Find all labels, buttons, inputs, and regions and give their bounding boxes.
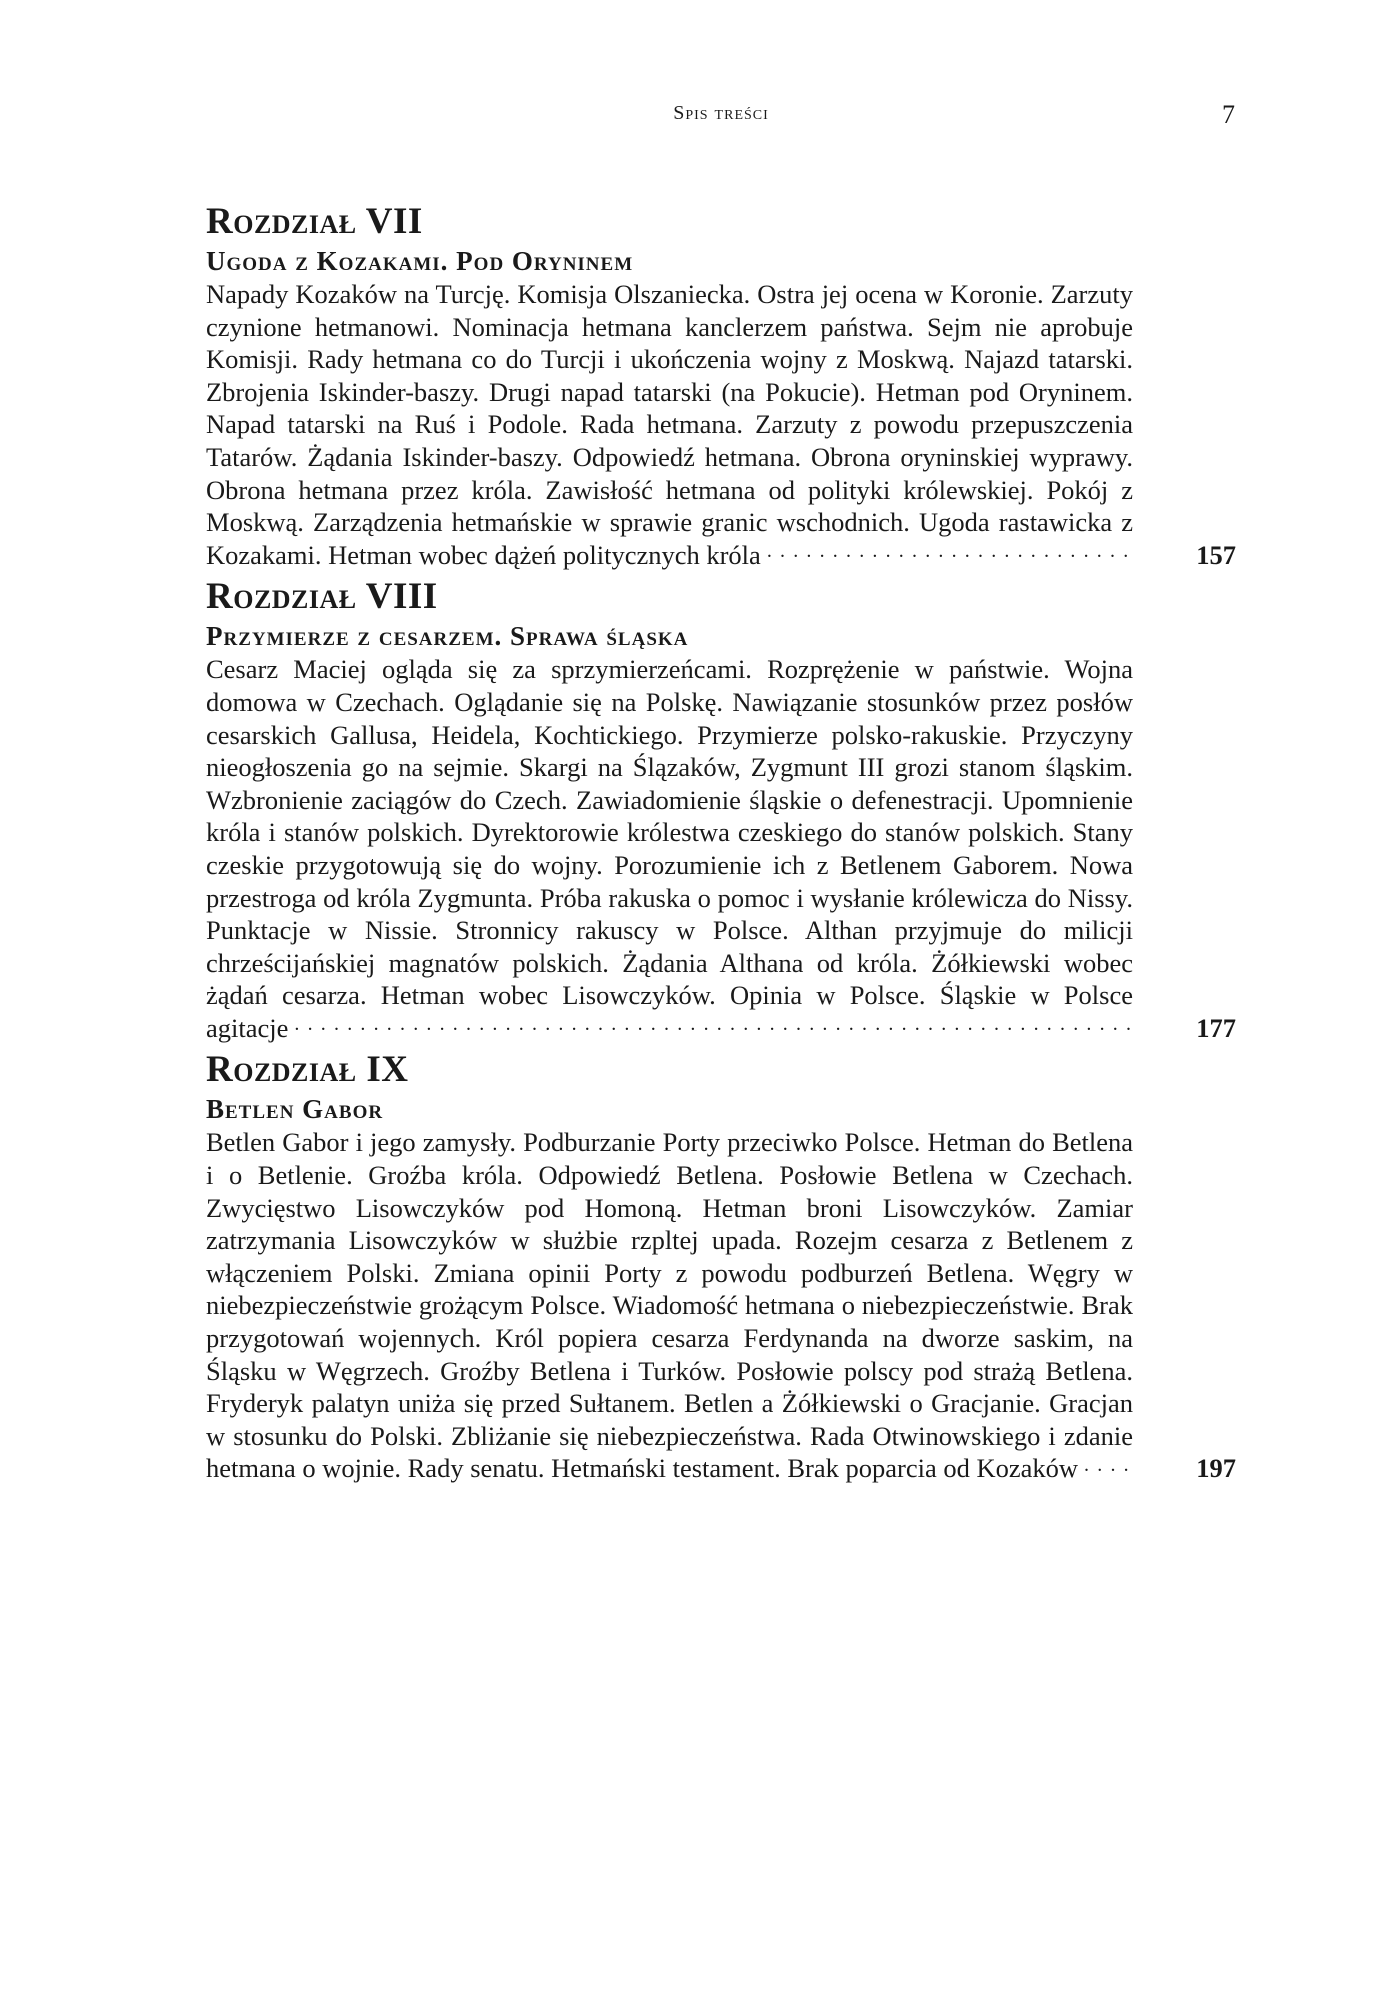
chapter-label: Rozdział VIII xyxy=(206,576,438,618)
chapter-summary-text: Cesarz Maciej ogląda się za sprzymierzeńcami. Rozprężenie w państwie. Wojna domowa w Czechach. Oglądanie się na Polskę. Nawiązanie stosunków przez posłów cesarskich Gallusa, Heidela, Kochtickiego. Przymierze polsko-rakuskie. Przyczyny nieogłoszenia go na sejmie. Skargi na Ślązaków, Zygmunt III grozi stanom śląskim. Wzbronienie zaciągów do Czech. Zawiadomienie śląskie o defenestracji. Upomnienie króla i stanów polskich. Dyrektorowie królestwa czeskiego do stanów polskich. Stany czeskie przygotowują się do wojny. Porozumienie ich z Betlenem Gaborem. Nowa przestroga od króla Zygmunta. Próba rakuska o pomoc i wysłanie królewicza do Nissy. Punktacje w Nissie. Stronnicy rakuscy w Polsce. Althan przyjmuje do milicji chrześcijańskiej magnatów polskich. Żądania Althana od króla. Żółkiewski wobec żądań cesarza. Hetman wobec Lisowczyków. Opinia w Polsce. Śląskie w Polsce agitacje . . . xyxy=(206,654,1133,1043)
chapter-title: Ugoda z Kozakami. Pod Oryninem xyxy=(206,246,634,276)
toc-page-number: 177 xyxy=(1196,1012,1236,1043)
chapter-summary-text: Betlen Gabor i jego zamysły. Podburzanie Porty przeciwko Polsce. Hetman do Betlena i o Betlenie. Groźba króla. Odpowiedź Betlena. Posłowie Betlena w Czechach. Zwycięstwo Lisowczyków pod Homoną. Hetman broni Lisowczyków. Zamiar zatrzymania Lisowczyków w służbie rzpltej upada. Rozejm cesarza z Betlenem z włączeniem Polski. Zmiana opinii Porty z powodu podburzeń Betlena. Węgry w niebezpieczeństwie grożącym Polsce. Wiadomość hetmana o niebezpieczeństwie. Brak przygotowań wojennych. Król popiera cesarza Ferdynanda na dworze saskim, na Śląsku w Węgrzech. Groźby Betlena i Turków. Posłowie polscy pod strażą Betlena. Fryderyk palatyn uniża się przed Sułtanem. Betlen a Żółkiewski o Gracjanie. Gracjan w stosunku do Polski. Zbliżanie się niebezpieczeństwa. Rada Otwinowskiego i zdanie hetmana o wojnie. Rady senatu. Hetmański testament. Brak poparcia od Kozaków . . . xyxy=(206,1127,1133,1483)
toc-entry xyxy=(206,653,1236,1044)
toc-entry xyxy=(206,278,1236,571)
chapter-8 xyxy=(206,575,1236,1044)
page-number: 7 xyxy=(1222,100,1236,129)
table-of-contents xyxy=(206,200,1236,1485)
toc-page-number: 157 xyxy=(1196,539,1236,570)
chapter-title: Przymierze z cesarzem. Sprawa śląska xyxy=(206,621,689,652)
chapter-7 xyxy=(206,200,1236,571)
toc-entry xyxy=(206,1126,1236,1485)
chapter-summary xyxy=(206,653,1133,1044)
chapter-9 xyxy=(206,1048,1236,1485)
chapter-summary-text: Napady Kozaków na Turcję. Komisja Olszaniecka. Ostra jej ocena w Koronie. Zarzuty czynione hetmanowi. Nominacja hetmana kanclerzem państwa. Sejm nie aprobuje Komisji. Rady hetmana co do Turcji i ukończenia wojny z Moskwą. Najazd tatarski. Zbrojenia Iskinder-baszy. Drugi napad tatarski (na Pokucie). Hetman pod Oryninem. Napad tatarski na Ruś i Podole. Rada hetmana. Zarzuty z powodu przepuszczenia Tatarów. Żądania Iskinder-baszy. Odpowiedź hetmana. Obrona oryninskiej wyprawy. Obrona hetmana przez króla. Zawisłość hetmana od polityki królewskiej. Pokój z Moskwą. Zarządzenia hetmańskie w sprawie granic wschodnich. Ugoda rastawicka z Kozakami. Hetman wobec dążeń politycznych króla . . . xyxy=(206,279,1133,570)
chapter-summary xyxy=(206,278,1133,571)
chapter-label: Rozdział VII xyxy=(206,201,423,242)
running-title: Spis treści xyxy=(673,102,769,124)
toc-page-number: 197 xyxy=(1196,1453,1236,1484)
running-header xyxy=(206,102,1236,132)
chapter-title: Betlen Gabor xyxy=(206,1094,384,1125)
chapter-summary xyxy=(206,1126,1133,1485)
chapter-label: Rozdział IX xyxy=(206,1049,409,1091)
